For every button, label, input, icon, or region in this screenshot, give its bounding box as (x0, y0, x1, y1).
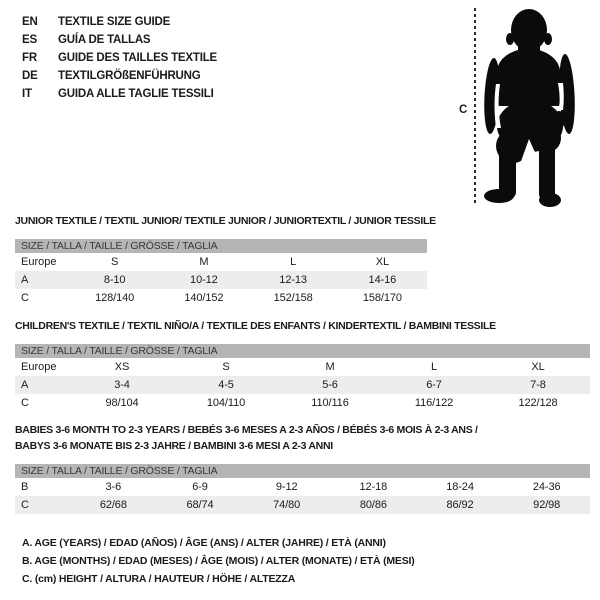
table-row (15, 478, 590, 496)
row-value: M (199, 256, 209, 268)
table-row (15, 289, 427, 307)
table-row (15, 358, 590, 376)
row-value: 3-6 (105, 481, 122, 493)
row-label: C (21, 499, 29, 511)
row-value: S (111, 256, 119, 268)
row-value: 24-36 (532, 481, 561, 493)
row-value: 3-4 (114, 379, 130, 391)
row-label: A (21, 274, 29, 286)
language-code: IT (22, 88, 32, 100)
table-title (15, 422, 590, 454)
table-title-line: JUNIOR TEXTILE / TEXTIL JUNIOR/ TEXTILE JUNIOR / JUNIORTEXTIL / JUNIOR TESSILE (15, 215, 436, 227)
row-value: 116/122 (414, 397, 454, 409)
row-label: Europe (21, 256, 57, 268)
size-table (15, 213, 436, 307)
row-label: A (21, 379, 29, 391)
size-header-bar: SIZE / TALLA / TAILLE / GRÖSSE / TAGLIA (15, 344, 590, 358)
table-title-line: BABYS 3-6 MONATE BIS 2-3 JAHRE / BAMBINI 3-6 MESI A 2-3 ANNI (15, 440, 333, 452)
language-title: GUIDE DES TAILLES TEXTILE (58, 52, 217, 64)
row-value: XS (114, 361, 130, 373)
row-value: 18-24 (446, 481, 474, 493)
table-title (15, 318, 590, 334)
footnote: A. AGE (YEARS) / EDAD (AÑOS) / ÂGE (ANS) / ALTER (JAHRE) / ETÀ (ANNI) (22, 537, 386, 549)
size-table (15, 422, 590, 514)
row-value: 14-16 (368, 274, 397, 286)
row-value: 12-18 (359, 481, 388, 493)
row-value: 104/110 (206, 397, 246, 409)
footnote: B. AGE (MONTHS) / EDAD (MESES) / ÂGE (MOIS) / ALTER (MONATE) / ETÀ (MESI) (22, 555, 415, 567)
row-value: S (222, 361, 230, 373)
language-code: ES (22, 34, 37, 46)
row-value: 68/74 (186, 499, 214, 511)
language-code: DE (22, 70, 38, 82)
table-row (15, 376, 590, 394)
row-label: Europe (21, 361, 57, 373)
row-value: 10-12 (190, 274, 218, 286)
row-value: 92/98 (533, 499, 561, 511)
table-title (15, 213, 436, 229)
row-value: XL (375, 256, 389, 268)
row-value: 12-13 (279, 274, 307, 286)
row-value: XL (531, 361, 545, 373)
row-value: L (290, 256, 297, 268)
language-title: GUIDA ALLE TAGLIE TESSILI (58, 88, 214, 100)
size-table (15, 318, 590, 412)
row-value: 9-12 (275, 481, 298, 493)
row-value: 110/116 (311, 397, 349, 409)
table-title-line: CHILDREN'S TEXTILE / TEXTIL NIÑO/A / TEXTILE DES ENFANTS / KINDERTEXTIL / BAMBINI TESSILE (15, 320, 496, 332)
height-measure-label: C (459, 104, 468, 116)
row-label: C (21, 292, 29, 304)
row-value: 122/128 (518, 397, 558, 409)
language-title: TEXTILGRÖßENFÜHRUNG (58, 70, 201, 82)
table-row (15, 253, 427, 271)
row-value: 7-8 (530, 379, 546, 391)
table-row (15, 271, 427, 289)
row-value: 4-5 (218, 379, 234, 391)
row-value: 140/152 (184, 292, 224, 304)
row-value: 98/104 (105, 397, 139, 409)
table-row (15, 394, 590, 412)
row-label: C (21, 397, 29, 409)
language-code: FR (22, 52, 37, 64)
row-value: M (325, 361, 335, 373)
size-header-bar: SIZE / TALLA / TAILLE / GRÖSSE / TAGLIA (15, 464, 590, 478)
footnotes (22, 534, 415, 588)
row-value: 152/158 (273, 292, 313, 304)
table-title-line: BABIES 3-6 MONTH TO 2-3 YEARS / BEBÉS 3-6 MESES A 2-3 AÑOS / BÉBÉS 3-6 MOIS À 2-3 ANS / (15, 424, 478, 436)
row-value: 86/92 (446, 499, 474, 511)
row-label: B (21, 481, 29, 493)
row-value: 158/170 (362, 292, 402, 304)
table-row (15, 496, 590, 514)
language-title: GUÍA DE TALLAS (58, 34, 151, 46)
language-title: TEXTILE SIZE GUIDE (58, 16, 171, 28)
footnote: C. (cm) HEIGHT / ALTURA / HAUTEUR / HÖHE / ALTEZZA (22, 573, 296, 585)
row-value: L (430, 361, 438, 373)
row-value: 74/80 (273, 499, 301, 511)
language-code: EN (22, 16, 38, 28)
row-value: 62/68 (99, 499, 127, 511)
row-value: 6-7 (426, 379, 442, 391)
row-value: 8-10 (103, 274, 126, 286)
row-value: 6-9 (192, 481, 208, 493)
row-value: 128/140 (95, 292, 135, 304)
row-value: 80/86 (359, 499, 387, 511)
row-value: 5-6 (322, 379, 338, 391)
size-header-bar: SIZE / TALLA / TAILLE / GRÖSSE / TAGLIA (15, 239, 427, 253)
